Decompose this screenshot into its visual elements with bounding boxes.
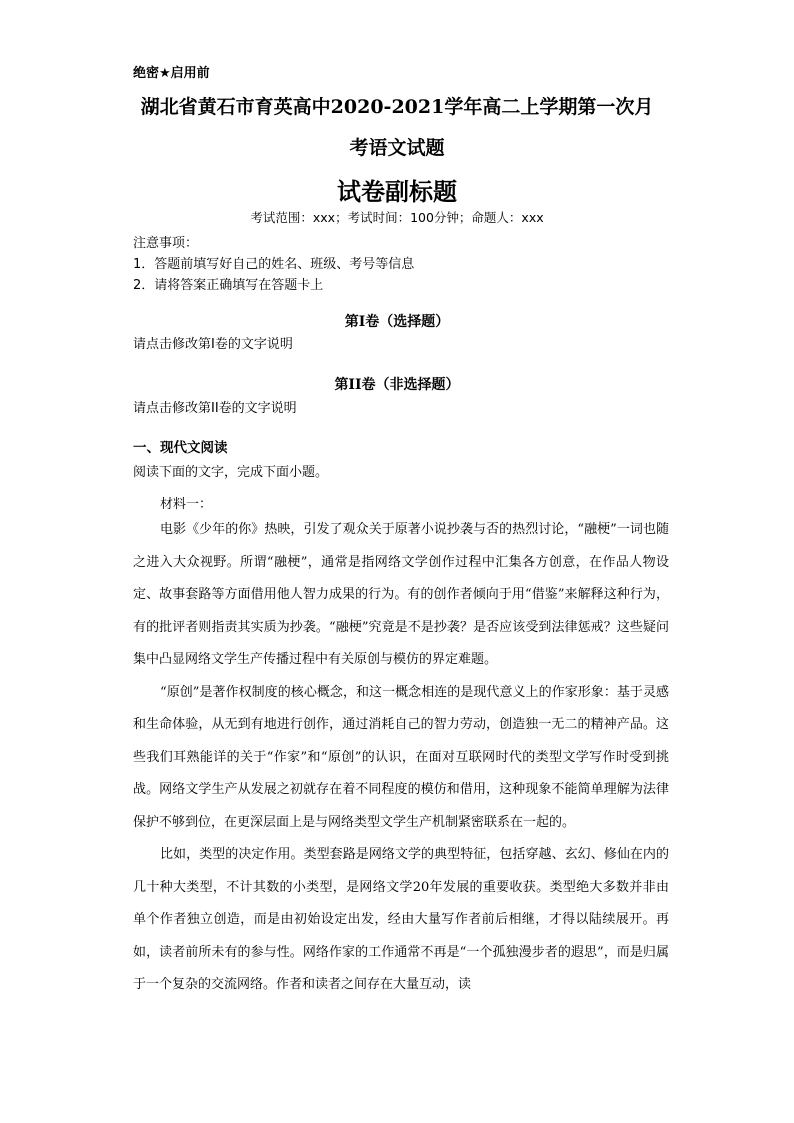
article-body [133,514,669,1002]
exam-title-line-2: 考语文试题 [349,137,445,159]
volume-1-title: 第I卷（选择题） [344,314,450,330]
volume-1-note[interactable]: 请点击修改第I卷的文字说明 [133,337,293,352]
section-heading: 一、现代文阅读 [133,440,228,456]
exam-title-line-1: 湖北省黄石市育英高中2020-2021学年高二上学期第一次月 [140,96,654,118]
article-paragraph: “原创”是著作权制度的核心概念，和这一概念相连的是现代意义上的作家形象：基于灵感和生命体验，从无到有地进行创作，通过消耗自己的智力劳动，创造独一无二的精神产品。这些我们耳熟能详的关于“作家”和“原创”的认识，在面对互联网时代的类型文学写作时受到挑战。网络文学生产从发展之初就存在着不同程度的模仿和借用，这种现象不能简单理解为法律保护不够到位，在更深层面上是与网络类型文学生产机制紧密联系在一起的。 [133,684,669,830]
article-paragraph: 电影《少年的你》热映，引发了观众关于原著小说抄袭与否的热烈讨论，“融梗”一词也随之进入大众视野。所谓“融梗”，通常是指网络文学创作过程中汇集各方创意，在作品人物设定、故事套路等方面借用他人智力成果的行为。有的创作者倾向于用“借鉴”来解释这种行为，有的批评者则指责其实质为抄袭。“融梗”究竟是不是抄袭？是否应该受到法律惩戒？这些疑问集中凸显网络文学生产传播过程中有关原创与模仿的界定难题。 [133,522,669,667]
exam-subtitle: 试卷副标题 [337,178,457,206]
article-paragraph: 比如，类型的决定作用。类型套路是网络文学的典型特征，包括穿越、玄幻、修仙在内的几十种大类型，不计其数的小类型，是网络文学20年发展的重要收获。类型绝大多数并非由单个作者独立创造，而是由初始设定出发，经由大量写作者前后相继，才得以陆续展开。再如，读者前所未有的参与性。网络作家的工作通常不再是“一个孤独漫步者的遐思”，而是归属于一个复杂的交流网络。作者和读者之间存在大量互动，读 [133,847,669,992]
exam-meta: 考试范围：xxx；考试时间：100分钟；命题人：xxx [250,210,544,225]
material-label: 材料一： [160,497,213,512]
secret-mark: 绝密★启用前 [133,66,210,81]
notes-item: 1．答题前填写好自己的姓名、班级、考号等信息 [133,257,415,272]
notes-item: 2．请将答案正确填写在答题卡上 [133,278,324,293]
notes-heading: 注意事项： [133,236,199,251]
volume-2-note[interactable]: 请点击修改第II卷的文字说明 [133,401,297,416]
volume-2-title: 第II卷（非选择题） [334,377,460,393]
section-instruction: 阅读下面的文字，完成下面小题。 [133,465,329,480]
